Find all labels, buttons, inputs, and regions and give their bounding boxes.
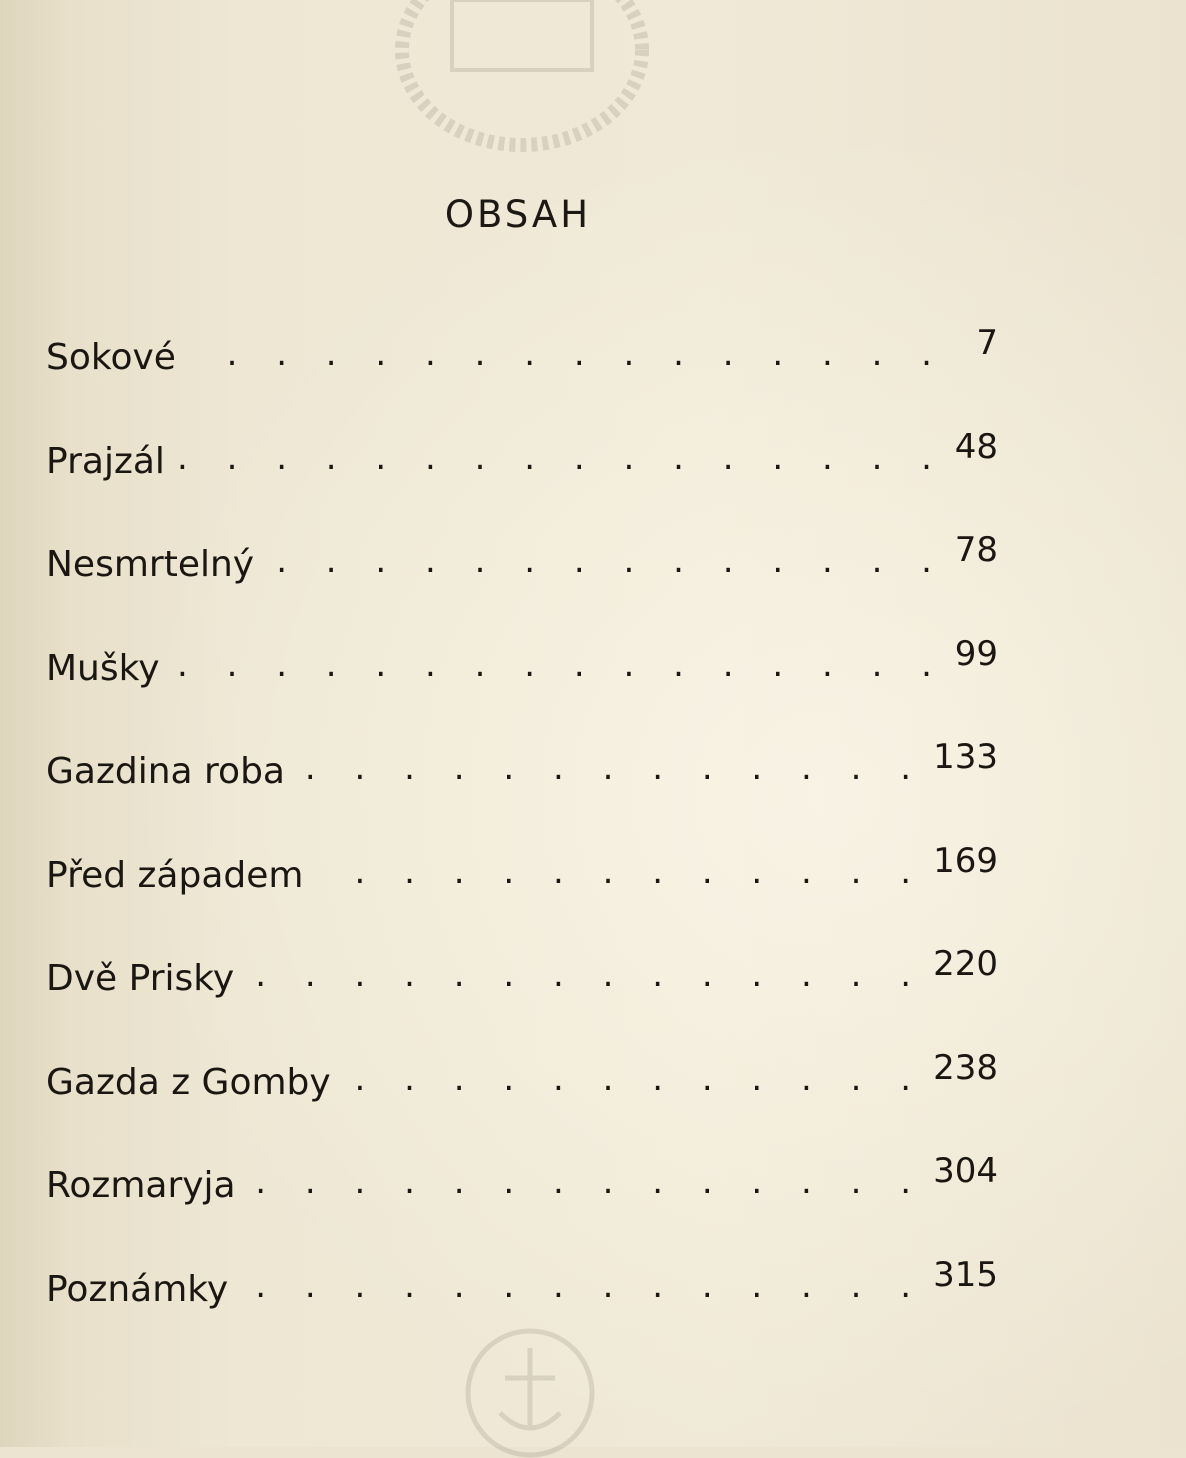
toc-leader-dots <box>264 533 946 593</box>
toc-leader-dots <box>244 947 925 1007</box>
toc-entry <box>46 530 998 637</box>
toc-entry <box>46 426 998 534</box>
toc-leader-dots <box>175 430 946 490</box>
toc-entry <box>46 1151 998 1258</box>
toc-entry-title: Gazda z Gomby <box>46 1061 331 1103</box>
toc-entry-title: Rozmaryja <box>46 1165 236 1206</box>
toc-entry-page: 48 <box>954 426 998 467</box>
toc-entry <box>46 323 998 430</box>
toc-leader-dots <box>246 1154 925 1214</box>
toc-entry <box>46 1254 998 1362</box>
toc-leader-dots <box>341 1051 925 1111</box>
toc-entry <box>46 633 998 741</box>
toc-leader-dots <box>295 740 925 800</box>
toc-entry-page: 220 <box>933 944 998 984</box>
toc-entry <box>46 840 998 948</box>
toc-entry-page: 99 <box>954 633 998 674</box>
toc-entry-page: 7 <box>976 323 998 363</box>
show-through-crest-icon <box>382 0 662 160</box>
toc-entry-page: 238 <box>933 1047 998 1088</box>
toc-entry-title: Prajzál <box>46 440 165 482</box>
toc-entry-title: Gazdina roba <box>46 751 285 792</box>
toc-entry-title: Dvě Prisky <box>46 958 235 999</box>
toc-leader-dots <box>170 637 946 697</box>
table-of-contents <box>46 323 998 1361</box>
toc-entry <box>46 1047 998 1155</box>
toc-entry-page: 78 <box>954 530 998 570</box>
toc-leader-dots <box>313 844 925 904</box>
toc-entry <box>46 944 998 1051</box>
toc-leader-dots <box>238 1258 925 1318</box>
toc-entry-title: Poznámky <box>46 1268 229 1310</box>
toc-entry-page: 315 <box>933 1254 998 1295</box>
page-title: OBSAH <box>444 192 592 236</box>
toc-entry-title: Nesmrtelný <box>46 544 255 585</box>
toc-entry-title: Před západem <box>46 854 304 896</box>
toc-entry-page: 304 <box>933 1151 998 1191</box>
toc-leader-dots <box>186 326 946 386</box>
toc-entry-title: Mušky <box>46 647 160 689</box>
toc-entry <box>46 737 998 844</box>
toc-entry-title: Sokové <box>46 337 176 378</box>
toc-entry-page: 133 <box>933 737 998 777</box>
toc-entry-page: 169 <box>933 840 998 881</box>
